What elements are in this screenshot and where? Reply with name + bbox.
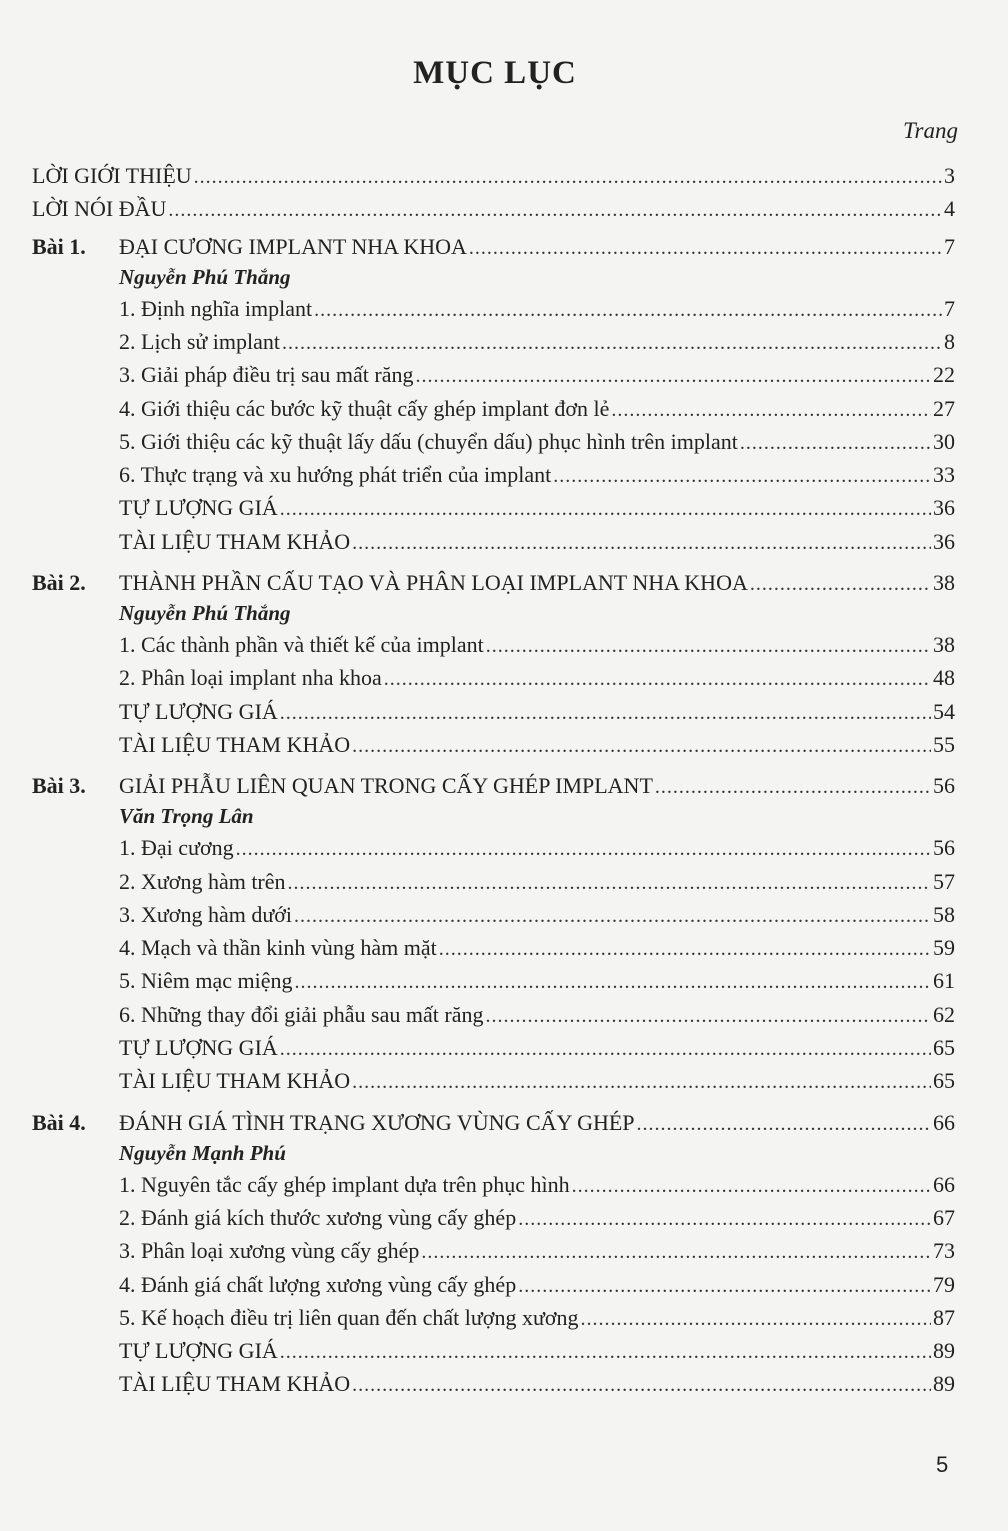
lesson-title-label: ĐẠI CƯƠNG IMPLANT NHA KHOA bbox=[119, 233, 467, 259]
toc-entry-page: 89 bbox=[933, 1371, 955, 1397]
toc-entry-label: 3. Phân loại xương vùng cấy ghép bbox=[119, 1238, 420, 1264]
lesson-author: Nguyễn Phú Thắng bbox=[119, 601, 291, 625]
dot-leader bbox=[194, 161, 942, 193]
lesson-title bbox=[119, 231, 955, 263]
toc-entry-page: 79 bbox=[933, 1271, 955, 1297]
dot-leader bbox=[352, 730, 931, 762]
lesson-title-label: THÀNH PHẦN CẤU TẠO VÀ PHÂN LOẠI IMPLANT NHA KHOA bbox=[119, 570, 748, 595]
lesson-number: Bài 4. bbox=[32, 1109, 86, 1135]
toc-entry-page: 65 bbox=[933, 1035, 955, 1060]
toc-entry bbox=[119, 1032, 955, 1064]
toc-entry-page: 87 bbox=[933, 1304, 955, 1330]
lesson-number: Bài 2. bbox=[32, 570, 86, 595]
lesson-title-page: 56 bbox=[933, 773, 955, 799]
dot-leader bbox=[469, 232, 942, 264]
dot-leader bbox=[740, 427, 931, 459]
toc-entry-label: 2. Phân loại implant nha khoa bbox=[119, 665, 382, 691]
toc-entry bbox=[119, 1269, 955, 1301]
toc-entry bbox=[119, 1202, 955, 1234]
toc-entry bbox=[119, 832, 955, 864]
toc-entry-page: 54 bbox=[933, 698, 955, 724]
toc-entry-label: TỰ LƯỢNG GIÁ bbox=[119, 1338, 278, 1364]
toc-entry-page: 7 bbox=[944, 295, 955, 321]
toc-entry-label: 1. Định nghĩa implant bbox=[119, 295, 313, 321]
toc-entry-page: 36 bbox=[933, 528, 955, 554]
lesson-title bbox=[119, 1107, 955, 1139]
toc-entry-label: 2. Đánh giá kích thước xương vùng cấy ghép bbox=[119, 1204, 517, 1230]
lesson-title-page: 66 bbox=[933, 1109, 955, 1135]
toc-entry-page: 48 bbox=[933, 665, 955, 691]
toc-entry-page: 65 bbox=[933, 1068, 955, 1094]
dot-leader bbox=[518, 1270, 931, 1302]
page-column-label: Trang bbox=[903, 118, 958, 143]
lesson-title-page: 7 bbox=[944, 233, 955, 259]
toc-entry bbox=[119, 696, 955, 728]
dot-leader bbox=[415, 360, 931, 392]
toc-entry-label: 5. Niêm mạc miệng bbox=[119, 968, 293, 994]
lesson-number: Bài 3. bbox=[32, 773, 86, 799]
dot-leader bbox=[288, 867, 931, 899]
toc-entry-label: 3. Xương hàm dưới bbox=[119, 901, 292, 927]
toc-entry-label: 4. Đánh giá chất lượng xương vùng cấy ghép bbox=[119, 1271, 517, 1297]
toc-entry-label: TÀI LIỆU THAM KHẢO bbox=[119, 731, 351, 757]
toc-entry bbox=[119, 492, 955, 524]
toc-entry-label: 5. Giới thiệu các kỹ thuật lấy dấu (chuyển dấu) phục hình trên implant bbox=[119, 428, 738, 454]
dot-leader bbox=[236, 833, 931, 865]
toc-entry-intro-page: 4 bbox=[944, 196, 955, 222]
lesson-number: Bài 1. bbox=[32, 233, 86, 259]
toc-entry bbox=[119, 359, 955, 391]
toc-entry-label: 5. Kế hoạch điều trị liên quan đến chất lượng xương bbox=[119, 1304, 579, 1330]
toc-entry-label: TỰ LƯỢNG GIÁ bbox=[119, 1035, 278, 1060]
dot-leader bbox=[280, 1336, 931, 1368]
toc-entry bbox=[119, 526, 955, 558]
toc-entry bbox=[119, 899, 955, 931]
dot-leader bbox=[637, 1108, 931, 1140]
toc-entry-label: 1. Nguyên tắc cấy ghép implant dựa trên phục hình bbox=[119, 1171, 570, 1197]
toc-entry-label: TÀI LIỆU THAM KHẢO bbox=[119, 1068, 351, 1094]
dot-leader bbox=[282, 327, 942, 359]
toc-entry-page: 57 bbox=[933, 868, 955, 894]
dot-leader bbox=[518, 1203, 931, 1235]
toc-entry-page: 89 bbox=[933, 1338, 955, 1364]
toc-entry bbox=[119, 293, 955, 325]
dot-leader bbox=[352, 527, 931, 559]
dot-leader bbox=[439, 933, 931, 965]
toc-entry bbox=[119, 866, 955, 898]
toc-entry-page: 38 bbox=[933, 632, 955, 657]
toc-entry bbox=[119, 1302, 955, 1334]
toc-entry bbox=[119, 1335, 955, 1367]
toc-entry-intro-label: LỜI NÓI ĐẦU bbox=[32, 196, 167, 222]
toc-entry bbox=[119, 1368, 955, 1400]
dot-leader bbox=[553, 460, 931, 492]
toc-entry bbox=[119, 459, 955, 491]
toc-entry-page: 59 bbox=[933, 935, 955, 961]
dot-leader bbox=[486, 630, 931, 662]
toc-entry-label: 4. Giới thiệu các bước kỹ thuật cấy ghép implant đơn lẻ bbox=[119, 395, 610, 421]
toc-entry-intro bbox=[32, 193, 955, 225]
toc-entry-label: 2. Lịch sử implant bbox=[119, 328, 281, 354]
toc-entry-page: 33 bbox=[933, 462, 955, 488]
lesson-title bbox=[119, 770, 955, 802]
toc-entry bbox=[119, 629, 955, 661]
toc-entry bbox=[119, 965, 955, 997]
toc-entry-page: 36 bbox=[933, 495, 955, 521]
lesson-title-page: 38 bbox=[933, 570, 955, 595]
toc-entry bbox=[119, 326, 955, 358]
lesson-author: Nguyễn Phú Thắng bbox=[119, 264, 291, 289]
toc-entry-label: TÀI LIỆU THAM KHẢO bbox=[119, 1371, 351, 1397]
toc-entry bbox=[119, 729, 955, 761]
dot-leader bbox=[352, 1369, 931, 1401]
dot-leader bbox=[314, 294, 942, 326]
toc-entry bbox=[119, 426, 955, 458]
dot-leader bbox=[280, 697, 931, 729]
dot-leader bbox=[280, 1033, 931, 1065]
toc-entry-page: 61 bbox=[933, 968, 955, 994]
page-number: 5 bbox=[936, 1452, 949, 1477]
dot-leader bbox=[295, 966, 931, 998]
lesson-title-label: GIẢI PHẪU LIÊN QUAN TRONG CẤY GHÉP IMPLANT bbox=[119, 773, 653, 799]
toc-entry-page: 73 bbox=[933, 1238, 955, 1264]
dot-leader bbox=[168, 194, 942, 226]
toc-entry bbox=[119, 932, 955, 964]
toc-entry-intro-page: 3 bbox=[944, 163, 955, 188]
toc-entry-label: 1. Các thành phần và thiết kế của implant bbox=[119, 632, 484, 657]
toc-entry bbox=[119, 1065, 955, 1097]
toc-entry-label: 4. Mạch và thần kinh vùng hàm mặt bbox=[119, 935, 437, 961]
dot-leader bbox=[294, 900, 931, 932]
toc-entry-page: 67 bbox=[933, 1204, 955, 1230]
dot-leader bbox=[611, 394, 931, 426]
toc-entry-label: TÀI LIỆU THAM KHẢO bbox=[119, 528, 351, 554]
lesson-title bbox=[119, 567, 955, 599]
toc-entry bbox=[119, 999, 955, 1031]
dot-leader bbox=[421, 1236, 931, 1268]
toc-entry-page: 30 bbox=[933, 428, 955, 454]
lesson-author: Văn Trọng Lân bbox=[119, 804, 254, 829]
lesson-title-label: ĐÁNH GIÁ TÌNH TRẠNG XƯƠNG VÙNG CẤY GHÉP bbox=[119, 1109, 635, 1135]
toc-entry-label: 3. Giải pháp điều trị sau mất răng bbox=[119, 362, 414, 388]
toc-entry-label: TỰ LƯỢNG GIÁ bbox=[119, 698, 278, 724]
toc-entry bbox=[119, 1169, 955, 1201]
toc-entry-page: 27 bbox=[933, 395, 955, 421]
dot-leader bbox=[352, 1066, 931, 1098]
toc-entry bbox=[119, 662, 955, 694]
toc-entry-page: 8 bbox=[944, 328, 955, 354]
dot-leader bbox=[581, 1303, 932, 1335]
dot-leader bbox=[485, 1000, 931, 1032]
toc-entry-page: 22 bbox=[933, 362, 955, 388]
dot-leader bbox=[384, 663, 931, 695]
toc-entry-intro bbox=[32, 160, 955, 192]
toc-entry-intro-label: LỜI GIỚI THIỆU bbox=[32, 163, 192, 188]
toc-entry bbox=[119, 393, 955, 425]
dot-leader bbox=[572, 1170, 931, 1202]
lesson-author: Nguyễn Mạnh Phú bbox=[119, 1140, 286, 1165]
toc-entry-label: 2. Xương hàm trên bbox=[119, 868, 286, 894]
toc-entry-label: 1. Đại cương bbox=[119, 835, 234, 861]
toc-entry-page: 62 bbox=[933, 1001, 955, 1027]
dot-leader bbox=[750, 568, 931, 600]
toc-entry-page: 66 bbox=[933, 1171, 955, 1197]
toc-entry-page: 58 bbox=[933, 901, 955, 927]
toc-entry-label: 6. Thực trạng và xu hướng phát triển của implant bbox=[119, 462, 552, 488]
dot-leader bbox=[655, 771, 931, 803]
toc-entry-page: 56 bbox=[933, 835, 955, 861]
toc-entry-label: TỰ LƯỢNG GIÁ bbox=[119, 495, 278, 521]
dot-leader bbox=[280, 493, 931, 525]
toc-entry-page: 55 bbox=[933, 731, 955, 757]
toc-entry bbox=[119, 1235, 955, 1267]
toc-entry-label: 6. Những thay đổi giải phẫu sau mất răng bbox=[119, 1001, 484, 1027]
page-title: MỤC LỤC bbox=[413, 55, 577, 91]
